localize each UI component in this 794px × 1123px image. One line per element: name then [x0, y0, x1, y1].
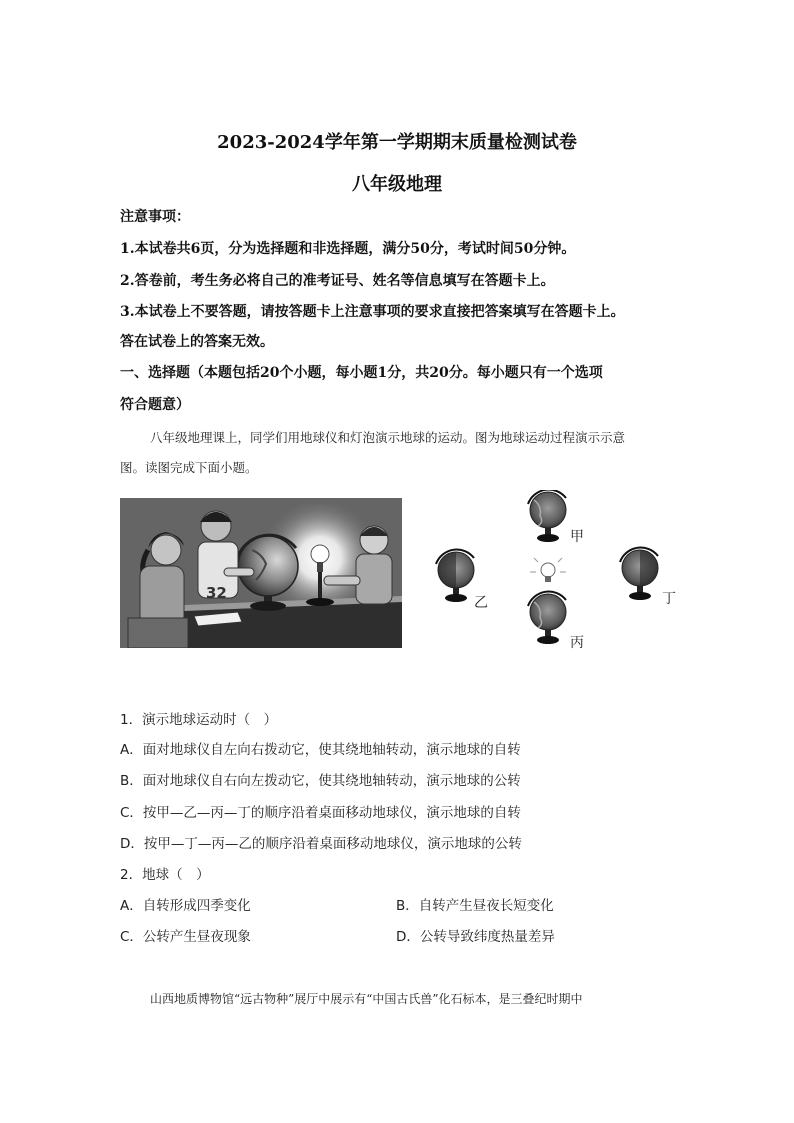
question-1-option-b: B．面对地球仪自右向左拨动它，使其绕地轴转动，演示地球的公转	[120, 773, 521, 789]
intro-text-cont: 图。读图完成下面小题。	[120, 460, 258, 475]
section-heading: 一、选择题（本题包括20个小题，每小题1分，共20分。每小题只有一个选项	[120, 365, 603, 381]
label-yi: 乙	[474, 595, 488, 611]
notice-item: 1.本试卷共6页，分为选择题和非选择题，满分50分，考试时间50分钟。	[120, 241, 576, 257]
globe-yi	[436, 550, 474, 602]
globe-bing	[528, 592, 566, 644]
notice-item: 3.本试卷上不要答题，请按答题卡上注意事项的要求直接把答案填写在答题卡上。	[120, 304, 625, 320]
question-1-option-c: C．按甲—乙—丙—丁的顺序沿着桌面移动地球仪，演示地球的自转	[120, 805, 521, 821]
label-jia: 甲	[570, 529, 584, 545]
jersey-number: 32	[206, 584, 227, 602]
question-2-option-a: A．自转形成四季变化	[120, 898, 251, 914]
notice-heading: 注意事项：	[120, 209, 190, 225]
orbit-diagram	[430, 490, 680, 656]
next-passage-text: 山西地质博物馆“远古物种”展厅中展示有“中国古氏兽”化石标本，是三叠纪时期中	[150, 992, 583, 1006]
question-2-stem: 2．地球（ ）	[120, 867, 210, 883]
intro-text: 八年级地理课上，同学们用地球仪和灯泡演示地球的运动。图为地球运动过程演示示意	[150, 430, 626, 445]
question-1-option-d: D．按甲—丁—丙—乙的顺序沿着桌面移动地球仪，演示地球的公转	[120, 836, 522, 852]
label-ding: 丁	[662, 591, 676, 607]
question-2-option-d: D．公转导致纬度热量差异	[396, 929, 555, 945]
globe-ding	[620, 548, 658, 600]
globe-jia	[528, 490, 566, 542]
question-2-option-b: B．自转产生昼夜长短变化	[396, 898, 554, 914]
question-1-option-a: A．面对地球仪自左向右拨动它，使其绕地轴转动，演示地球的自转	[120, 742, 521, 758]
notice-item: 2.答卷前，考生务必将自己的准考证号、姓名等信息填写在答题卡上。	[120, 273, 555, 289]
question-2-option-c: C．公转产生昼夜现象	[120, 929, 251, 945]
page-subtitle: 八年级地理	[352, 174, 442, 195]
page-title: 2023-2024学年第一学期期末质量检测试卷	[217, 132, 577, 153]
bulb-icon	[530, 558, 566, 582]
label-bing: 丙	[570, 635, 584, 651]
classroom-photo	[120, 498, 402, 648]
notice-item: 答在试卷上的答案无效。	[120, 334, 274, 350]
section-heading-cont: 符合题意）	[120, 397, 190, 413]
question-1-stem: 1．演示地球运动时（ ）	[120, 712, 278, 728]
